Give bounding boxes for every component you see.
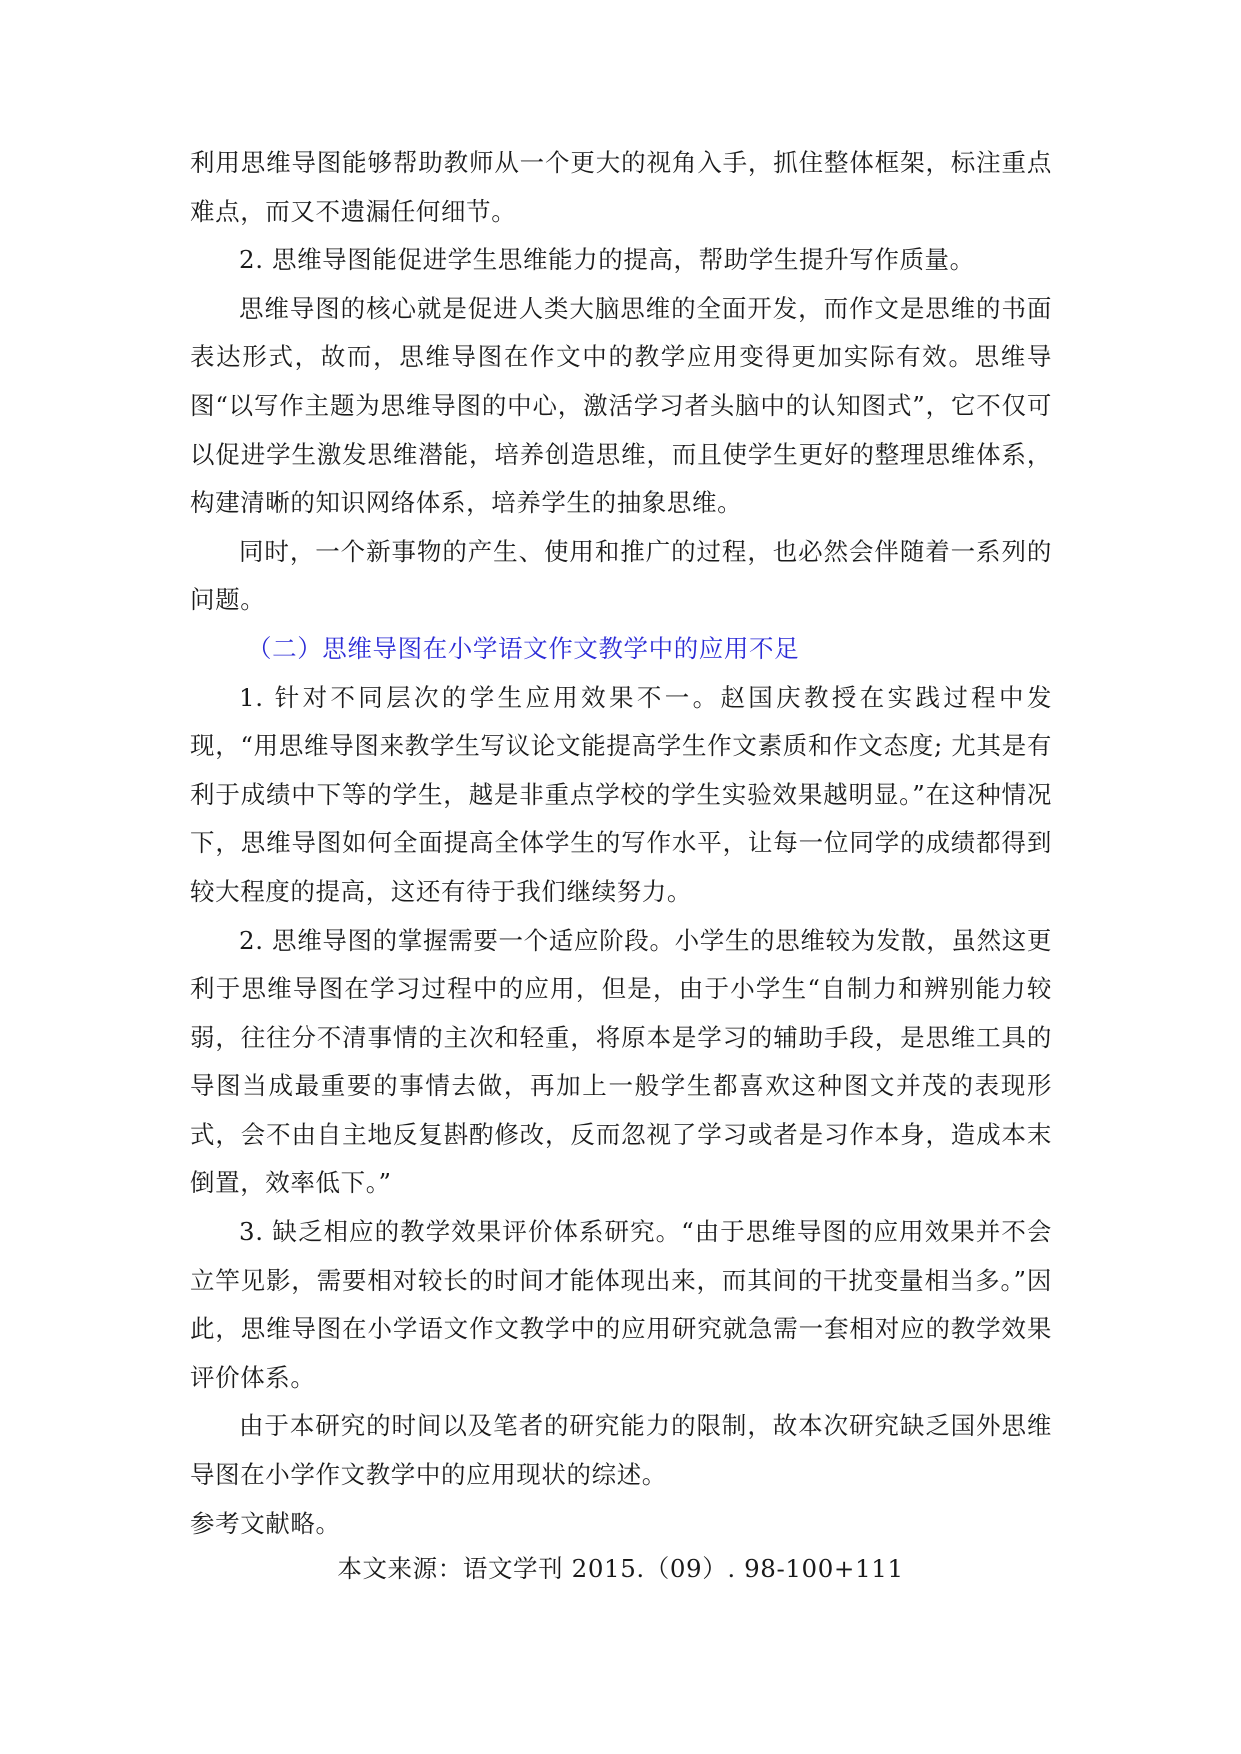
paragraph-point-3: 3. 缺乏相应的教学效果评价体系研究。“由于思维导图的应用效果并不会立竿见影，需要相对较长的时间才能体现出来，而其间的干扰变量相当多。”因此，思维导图在小学语文作文教学中的应用研究就急需一套相对应的教学效果评价体系。 (190, 1217, 1052, 1392)
body-text (190, 139, 1052, 1548)
paragraph-transition: 同时，一个新事物的产生、使用和推广的过程，也必然会伴随着一系列的问题。 (190, 536, 1052, 615)
paragraph-limitation: 由于本研究的时间以及笔者的研究能力的限制，故本次研究缺乏国外思维导图在小学作文教学中的应用现状的综述。 (190, 1411, 1052, 1490)
paragraph-core-idea: 思维导图的核心就是促进人类大脑思维的全面开发，而作文是思维的书面表达形式，故而，思维导图在作文中的教学应用变得更加实际有效。思维导图“以写作主题为思维导图的中心，激活学习者头脑中的认知图式”，它不仅可以促进学生激发思维潜能，培养创造思维，而且使学生更好的整理思维体系，构建清晰的知识网络体系，培养学生的抽象思维。 (190, 293, 1052, 518)
point-2-statement: 2. 思维导图能促进学生思维能力的提高，帮助学生提升写作质量。 (239, 245, 975, 275)
paragraph-point-2: 2. 思维导图的掌握需要一个适应阶段。小学生的思维较为发散，虽然这更利于思维导图在学习过程中的应用，但是，由于小学生“自制力和辨别能力较弱，往往分不清事情的主次和轻重，将原本是学习的辅助手段，是思维工具的导图当成最重要的事情去做，再加上一般学生都喜欢这种图文并茂的表现形式，会不由自主地反复斟酌修改，反而忽视了学习或者是习作本身，造成本末倒置，效率低下。” (190, 925, 1052, 1198)
paragraph-point-1: 1. 针对不同层次的学生应用效果不一。赵国庆教授在实践过程中发现，“用思维导图来教学生写议论文能提高学生作文素质和作文态度; 尤其是有利于成绩中下等的学生，越是非重点学校的学生实验效果越明显。”在这种情况下，思维导图如何全面提高全体学生的写作水平，让每一位同学的成绩都得到较大程度的提高，这还有待于我们继续努力。 (190, 682, 1052, 906)
source-citation: 本文来源：语文学刊 2015.（09）. 98-100+111 (337, 1554, 904, 1583)
references-note: 参考文献略。 (190, 1508, 341, 1538)
paragraph-continuation: 利用思维导图能够帮助教师从一个更大的视角入手，抓住整体框架，标注重点难点，而又不遗漏任何细节。 (190, 148, 1052, 226)
section-heading: （二）思维导图在小学语文作文教学中的应用不足 (247, 633, 800, 663)
